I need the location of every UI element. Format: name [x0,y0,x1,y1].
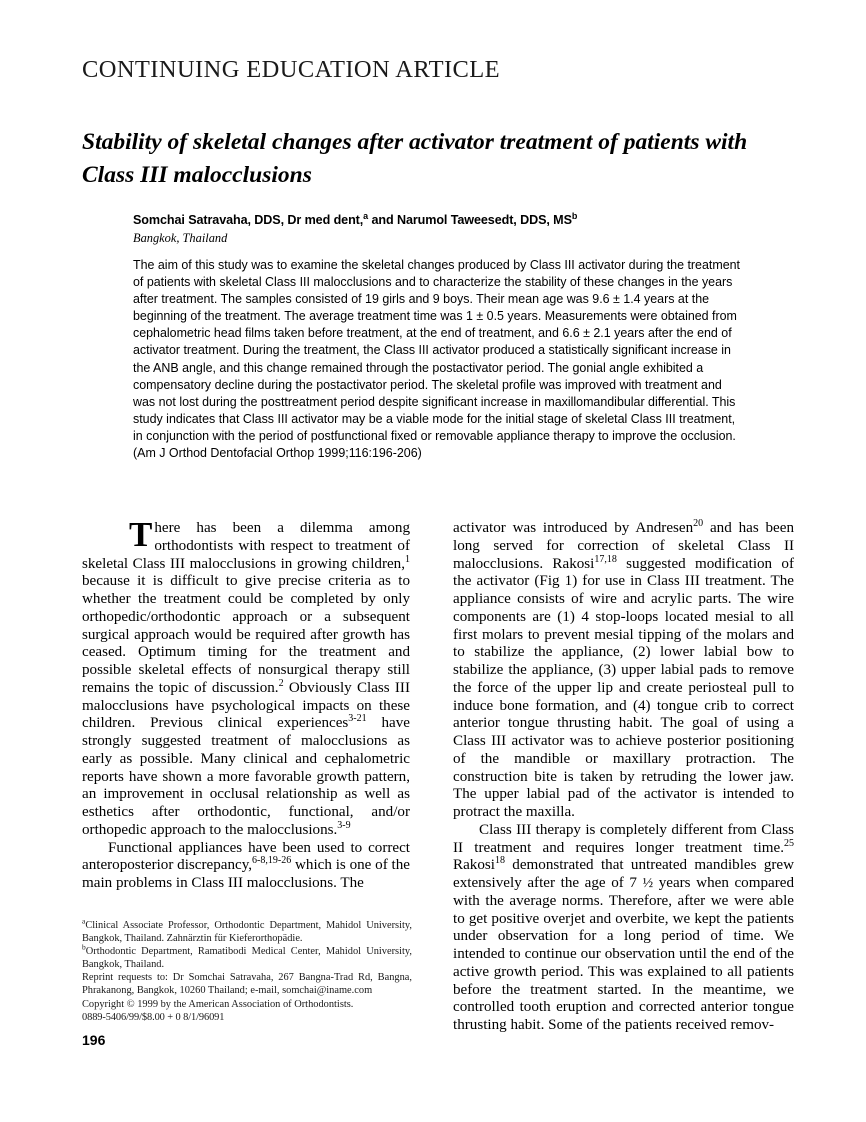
text-run: have strongly suggested treatment of malocclusions as early as possible. Many clinical and cephalometric reports have shown a more favorable growth pattern, an improvement in occlusal relationship as well as esthetics after orthodontic, functional, and/or orthopedic approach to the malocclusions. [82,715,410,838]
footnote-marker-b: b [82,942,86,952]
fraction-one-half: ½ [642,876,654,891]
author-names-part2: and Narumol Taweesedt, DDS, MS [368,213,572,228]
paragraph-right-2 [453,822,794,1035]
author-names-part1: Somchai Satravaha, DDS, Dr med dent, [133,213,364,228]
paragraph-right-1 [453,517,794,822]
reprint-requests: Reprint requests to: Dr Somchai Satravaha, 267 Bangna-Trad Rd, Bangna, Phrakanong, Bangkok, 10260 Thailand; e-mail, somchai@iname.com [82,972,412,997]
paragraph-left-1 [82,515,410,840]
author-footnote-marker-b: b [571,211,578,221]
page-title: Stability of skeletal changes after activator treatment of patients with Class III malocclusions [82,128,748,188]
reference-marker: 20 [693,517,704,529]
abstract-text: The aim of this study was to examine the skeletal changes produced by Class III activator during the treatment of patients with skeletal Class III malocclusions and to characterize the stability of these changes in the years after treatment. The samples consisted of 19 girls and 9 boys. Their mean age was 9.6 ± 1.4 years at the beginning of the treatment. The average treatment time was 1 ± 0.5 years. Measurements were obtained from cephalometric head films taken before treatment, at the end of treatment, and 6.6 ± 2.1 years after the end of activator treatment. During the treatment, the Class III activator produced a statistically significant increase in the ANB angle, and this change remained through the postactivator period. The gonial angle exhibited a compensatory decline during the postactivator period. The skeletal profile was improved with treatment and was not lost during the posttreatment period despite significant increase in maxillomandibular differential. This study indicates that Class III activator may be a viable mode for the initial stage of skeletal Class III treatment, in conjunction with the period of postfunctional fixed or removable appliance therapy to improve the occlusion. (Am J Orthod Dentofacial Orthop 1999;116:196-206) [133,258,740,461]
text-run: Clinical Associate Professor, Orthodontic Department, Mahidol University, Bangkok, Thailand. Zahnärztin für Kieferorthopädie. [82,920,412,945]
text-run: here has been a dilemma among orthodontists with respect to treatment of skeletal Class III malocclusions in growing children, [82,520,410,572]
copyright-notice: Copyright © 1999 by the American Association of Orthodontists. [82,998,354,1010]
text-run: Rakosi [453,857,495,874]
footnote-marker-a: a [82,916,86,926]
footnote-a [82,916,412,945]
text-run: suggested modification of the activator (Fig 1) for use in Class III treatment. The appliance consists of wire and acrylic parts. The wire components are (1) 4 stop-loops located mesial to all first molars to prevent mesial tipping of the molars and to stabilize the appliance, (2) lower labial bow to stabilize the appliance, (3) upper labial pads to remove the force of the upper lip and create periosteal pull to induce bone formation, and (4) tongue crib to correct anterior tongue thrusting habit. The goal of using a Class III activator was to achieve posterior positioning of the mandible or maxillary protraction. The construction bite is taken by retruding the lower jaw. The upper labial pad of the activator is intended to protract the maxilla. [453,555,794,820]
text-run: which is one of the main problems in Class III malocclusions. The [82,857,410,891]
reference-marker: 1 [405,553,410,565]
drop-cap: T [129,515,153,554]
author-affiliation: Bangkok, Thailand [133,231,228,245]
text-run: demonstrated that untreated mandibles grew extensively after the age of 7 [453,857,794,891]
issn-code: 0889-5406/99/$8.00 + 0 8/1/96091 [82,1011,225,1023]
author-footnote-marker-a: a [363,211,369,221]
page-number: 196 [82,1032,106,1048]
reference-marker: 17,18 [594,553,617,565]
footnote-block [82,916,412,1024]
text-run: activator was introduced by Andresen [453,520,694,536]
text-run: and has been long served for correction of skeletal Class II malocclusions. Rakosi [453,520,794,572]
body-column-left [82,515,410,893]
footnote-b [82,942,412,971]
reference-marker: 18 [494,855,505,867]
text-run: Class III therapy is completely different from Class II treatment and requires longer treatment time. [453,821,794,856]
text-run: Obviously Class III malocclusions have psychological impacts on these children. Previous clinical experiences [82,679,410,732]
reference-marker: 25 [784,837,794,849]
reference-marker: 6-8,19-26 [252,855,292,867]
reference-marker: 2 [278,677,284,689]
paragraph-left-2 [82,840,410,893]
reference-marker: 3-9 [337,819,351,831]
text-run: because it is difficult to give precise criteria as to whether the treatment could be completed by only orthopedic/orthodontic approach or a subsequent surgical approach would be required after growth has ceased. Optimum timing for the treatment and possible skeletal effects of nonsurgical therapy still remains the topic of discussion. [82,573,410,696]
text-run: years when compared with the average norms. Therefore, after we were able to get positive overjet and overbite, we kept the patients under observation for a long period of time. We intended to continue our observation until the end of the active growth period. This was explained to all patients before the treatment started. In the meantime, we controlled tooth eruption and corrected anterior tongue thrusting habit. Some of the patients received remov- [453,875,794,1033]
author-byline [133,211,793,227]
text-run: Orthodontic Department, Ramatibodi Medical Center, Mahidol University, Bangkok, Thailand. [82,946,412,971]
body-column-right [453,517,794,1035]
reference-marker: 3-21 [348,713,367,725]
text-run: Functional appliances have been used to correct anteroposterior discrepancy, [82,839,410,874]
section-kicker: CONTINUING EDUCATION ARTICLE [82,56,501,83]
